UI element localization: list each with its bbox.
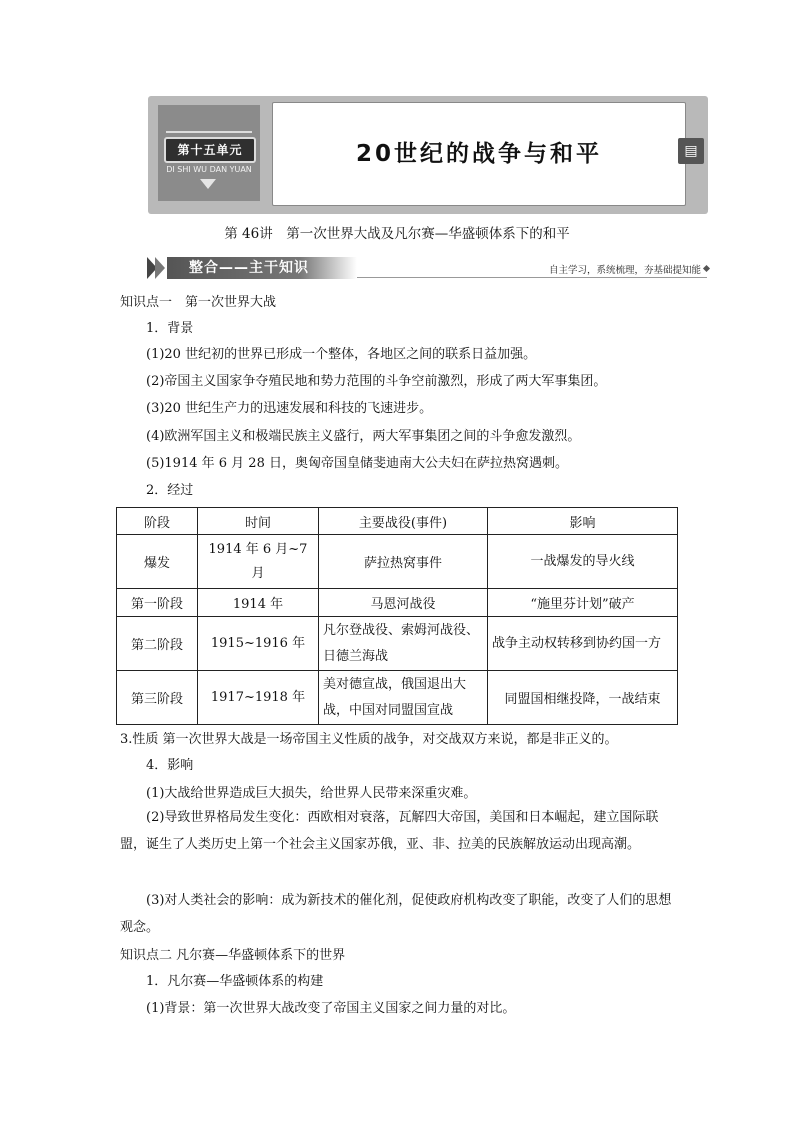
kp2-item: (1)背景：第一次世界大战改变了帝国主义国家之间力量的对比。 — [146, 1001, 516, 1016]
bg-item: (2)帝国主义国家争夺殖民地和势力范围的斗争空前激烈，形成了两大军事集团。 — [146, 374, 607, 389]
section-bar — [147, 257, 709, 279]
section-underline — [357, 277, 707, 278]
lecture-title: 第 46讲 第一次世界大战及凡尔赛—华盛顿体系下的和平 — [224, 226, 570, 242]
table-cell: 一战爆发的导火线 — [488, 535, 678, 589]
unit-title-box — [272, 102, 686, 206]
table-cell: 1915~1916 年 — [198, 617, 319, 671]
bg-item: (4)欧洲军国主义和极端民族主义盛行，两大军事集团之间的斗争愈发激烈。 — [146, 429, 581, 444]
impact-item: (2)导致世界格局发生变化：西欧相对衰落，瓦解四大帝国，美国和日本崛起，建立国际联盟，诞生了人类历史上第一个社会主义国家苏俄，亚、非、拉美的民族解放运动出现高潮。 — [120, 810, 659, 852]
section-subtitle: 自主学习，系统梳理，夯基础提知能 — [548, 265, 701, 276]
table-header: 阶段 — [117, 508, 198, 535]
background-heading: 1．背景 — [146, 321, 194, 336]
table-cell: 萨拉热窝事件 — [319, 535, 488, 589]
unit-badge-pinyin: DI SHI WU DAN YUAN — [166, 165, 252, 174]
table-cell: 同盟国相继投降，一战结束 — [488, 671, 678, 725]
unit-title: 20世纪的战争与和平 — [355, 141, 602, 167]
table-cell: 第一阶段 — [117, 589, 198, 617]
impact-item: (1)大战给世界造成巨大损失，给世界人民带来深重灾难。 — [146, 786, 477, 801]
diamond-icon — [703, 265, 710, 272]
impact-item: (3)对人类社会的影响：成为新技术的催化剂，促使政府机构改变了职能，改变了人们的思想观念。 — [120, 893, 672, 935]
badge-triangle-icon — [200, 179, 216, 189]
bg-item: (5)1914 年 6 月 28 日，奥匈帝国皇储斐迪南大公夫妇在萨拉热窝遇刺。 — [146, 456, 568, 471]
badge-divider — [166, 131, 252, 133]
table-cell: 第三阶段 — [117, 671, 198, 725]
table-cell: 马恩河战役 — [319, 589, 488, 617]
table-row — [117, 671, 678, 725]
book-search-icon: ▤ — [678, 138, 704, 164]
chevron-right-icon — [155, 257, 165, 279]
table-cell: 第二阶段 — [117, 617, 198, 671]
kp2-heading: 知识点二 凡尔赛—华盛顿体系下的世界 — [120, 948, 346, 963]
table-cell: “施里芬计划”破产 — [488, 589, 678, 617]
unit-banner — [148, 96, 708, 214]
war-process-table — [116, 507, 678, 725]
bg-item: (3)20 世纪生产力的迅速发展和科技的飞速进步。 — [146, 401, 433, 416]
table-header: 主要战役(事件) — [319, 508, 488, 535]
section-tag: 整合——主干知识 — [167, 257, 357, 279]
bg-item: (1)20 世纪初的世界已形成一个整体，各地区之间的联系日益加强。 — [146, 347, 537, 362]
kp1-heading: 知识点一 第一次世界大战 — [120, 295, 277, 310]
table-header-row — [117, 508, 678, 535]
impact-heading: 4．影响 — [146, 758, 194, 773]
table-cell: 凡尔登战役、索姆河战役、日德兰海战 — [319, 617, 488, 671]
process-heading: 2．经过 — [146, 483, 194, 498]
table-header: 时间 — [198, 508, 319, 535]
table-cell: 爆发 — [117, 535, 198, 589]
table-row — [117, 535, 678, 589]
nature-text: 3.性质 第一次世界大战是一场帝国主义性质的战争，对交战双方来说，都是非正义的。 — [120, 732, 618, 747]
kp2-sub-heading: 1．凡尔赛—华盛顿体系的构建 — [146, 974, 324, 989]
unit-badge-label: 第十五单元 — [164, 137, 256, 163]
table-cell: 美对德宣战，俄国退出大战，中国对同盟国宣战 — [319, 671, 488, 725]
table-cell: 1914 年 — [198, 589, 319, 617]
unit-badge — [158, 105, 260, 201]
table-cell: 1914 年 6 月~7 月 — [198, 535, 319, 589]
table-row — [117, 589, 678, 617]
table-row — [117, 617, 678, 671]
table-cell: 战争主动权转移到协约国一方 — [488, 617, 678, 671]
table-header: 影响 — [488, 508, 678, 535]
table-cell: 1917~1918 年 — [198, 671, 319, 725]
